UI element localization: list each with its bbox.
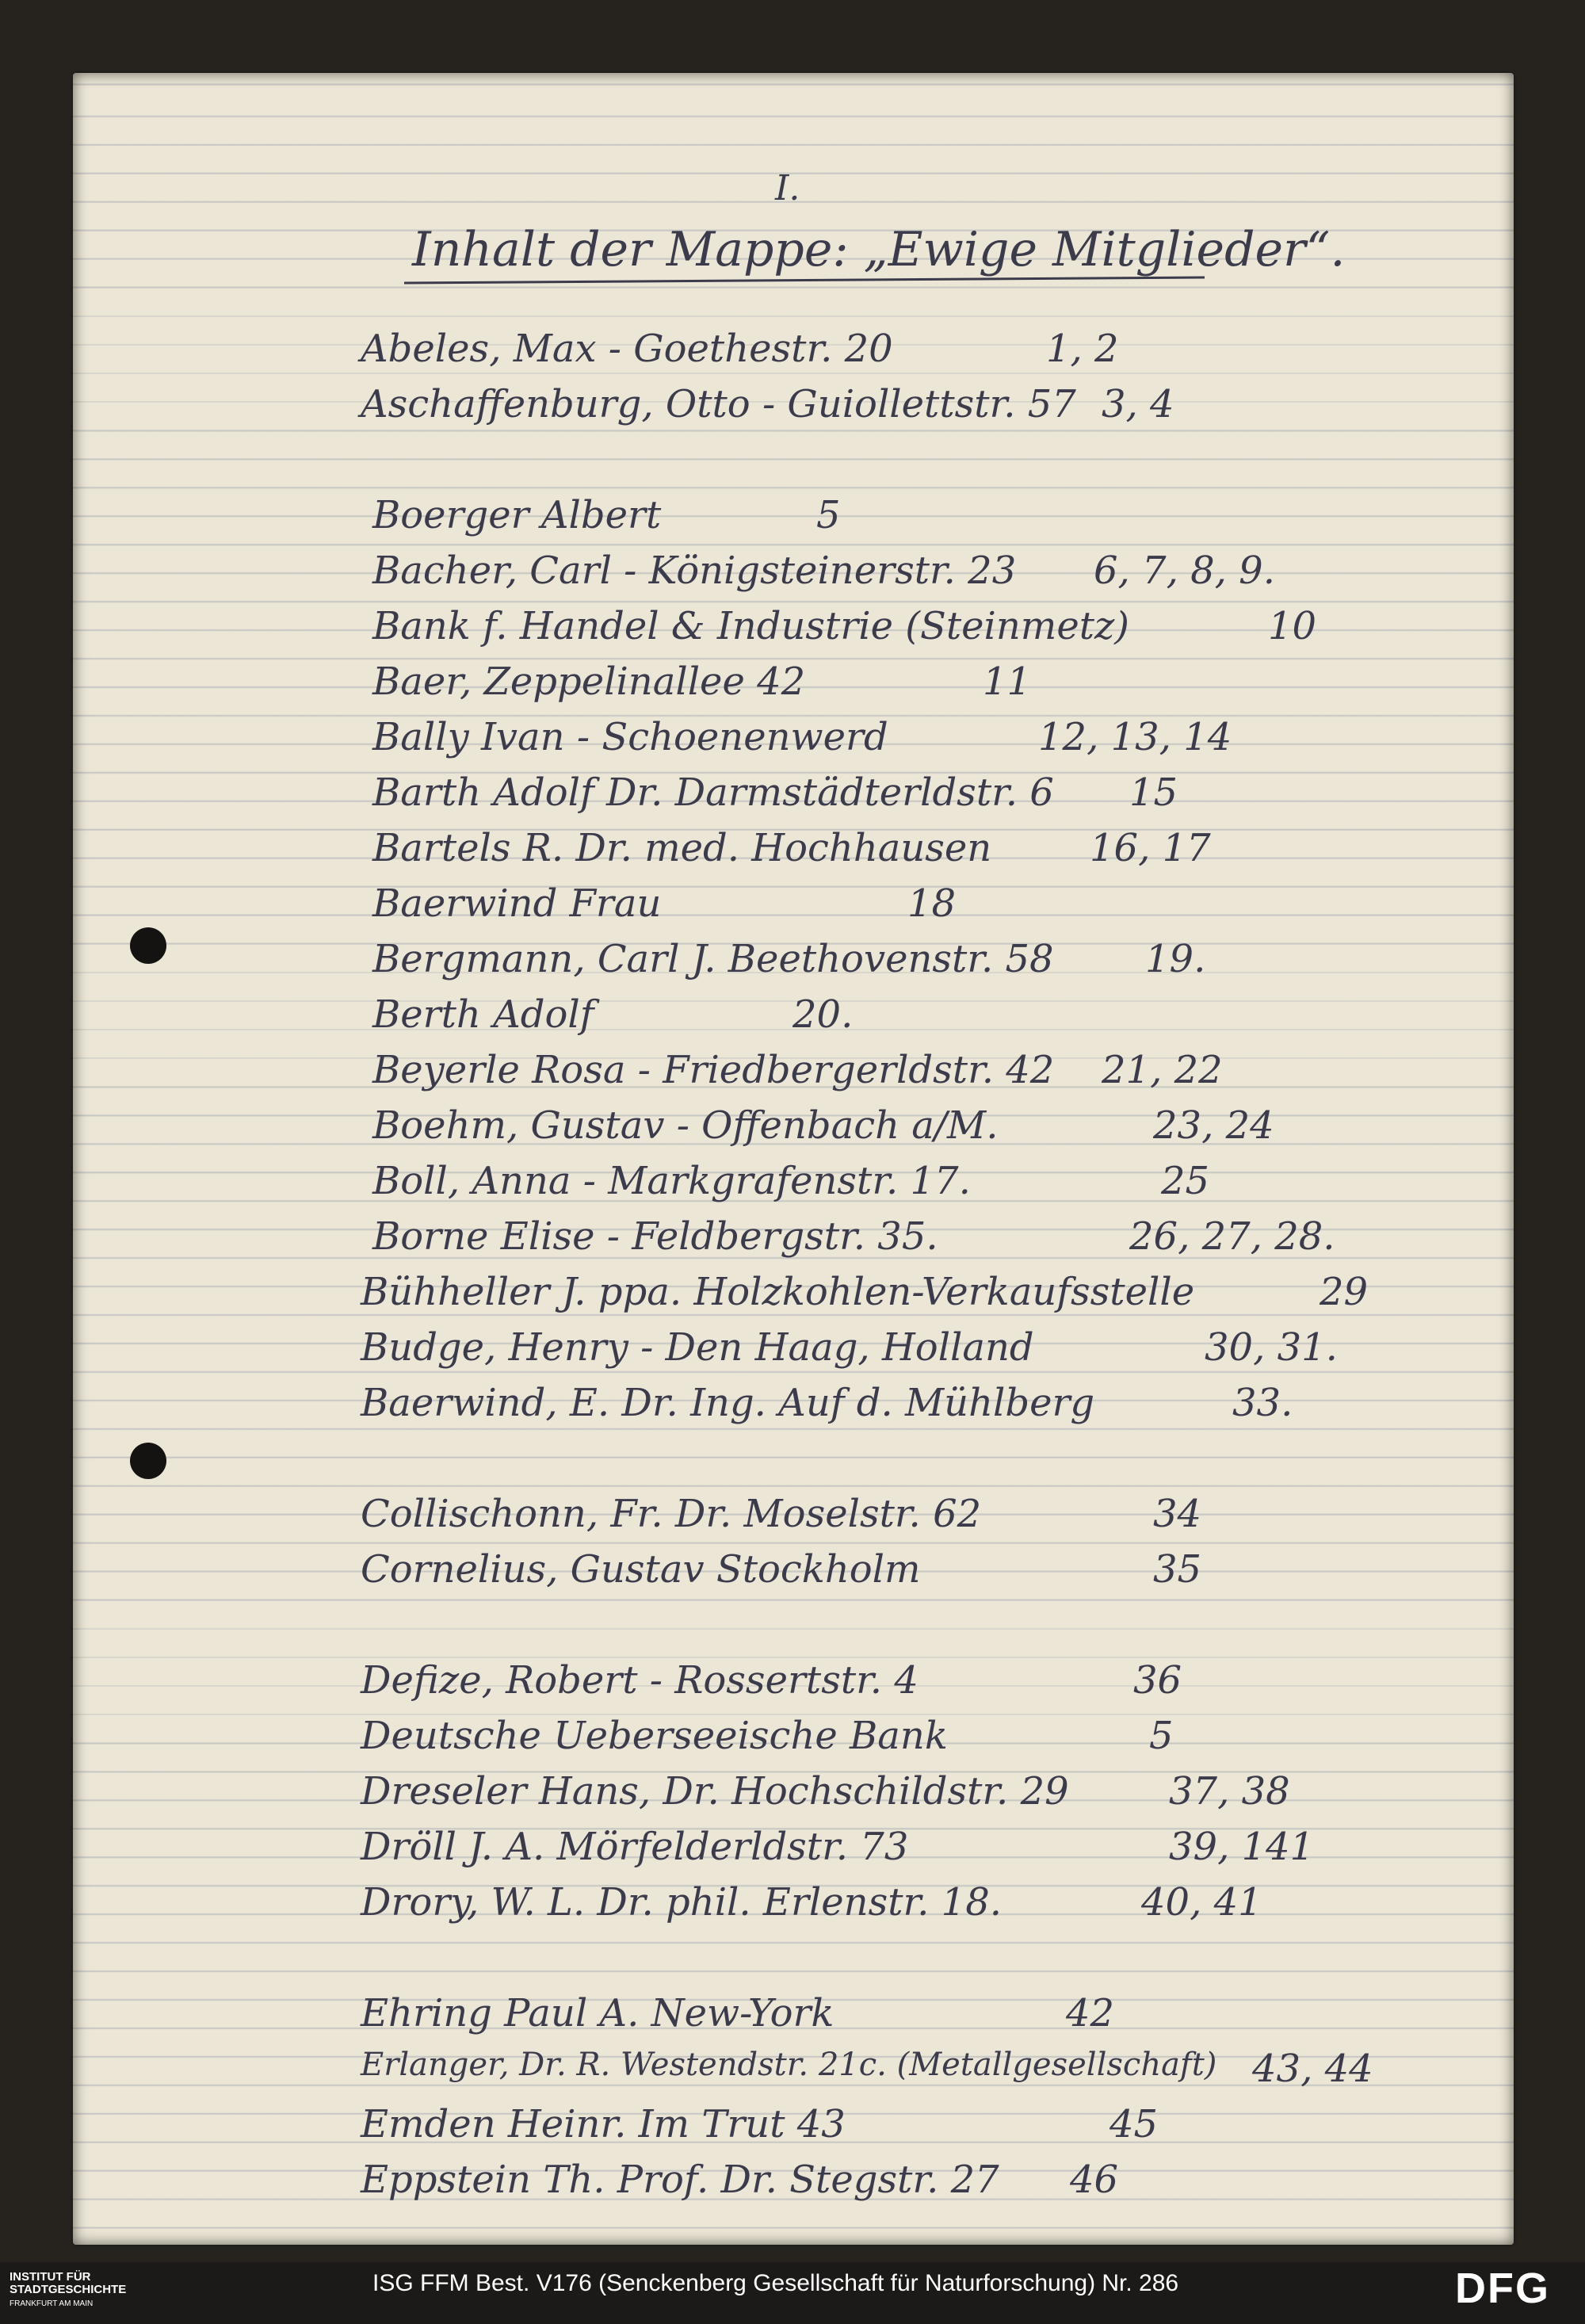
entry-name: Drory, W. L. Dr. phil. Erlenstr. 18. (361, 1880, 1003, 1925)
entry-pages: 29 (1320, 1270, 1369, 1314)
entry-name: Beyerle Rosa - Friedbergerldstr. 42 (372, 1048, 1055, 1092)
entry-pages: 35 (1153, 1547, 1202, 1592)
entry-name: Baer, Zeppelinallee 42 (372, 659, 806, 704)
entry-name: Bank f. Handel & Industrie (Steinmetz) (372, 604, 1130, 648)
entry-name: Boerger Albert (372, 493, 662, 537)
institution-line-3: FRANKFURT AM MAIN (10, 2299, 94, 2308)
entry-name: Collischonn, Fr. Dr. Moselstr. 62 (361, 1492, 982, 1536)
entry-pages: 40, 41 (1141, 1880, 1262, 1925)
entry-name: Abeles, Max - Goethestr. 20 (361, 327, 893, 371)
archive-caption: ISG FFM Best. V176 (Senckenberg Gesellschaft für Naturforschung) Nr. 286 (372, 2270, 1179, 2296)
entry-name: Boll, Anna - Markgrafenstr. 17. (372, 1159, 971, 1203)
entry-name: Cornelius, Gustav Stockholm (361, 1547, 921, 1592)
entry-name: Baerwind, E. Dr. Ing. Auf d. Mühlberg (361, 1381, 1095, 1425)
entry-pages: 45 (1110, 2102, 1159, 2146)
punch-hole-upper (130, 927, 166, 964)
page-title: Inhalt der Mappe: „Ewige Mitglieder“. (412, 222, 1346, 277)
entry-pages: 1, 2 (1046, 327, 1119, 371)
dfg-logo: DFG (1455, 2265, 1550, 2312)
entry-pages: 10 (1268, 604, 1317, 648)
entry-pages: 15 (1129, 770, 1178, 815)
entry-pages: 18 (907, 881, 957, 926)
entry-pages: 30, 31. (1205, 1325, 1338, 1370)
entry-name: Aschaffenburg, Otto - Guiollettstr. 57 (361, 382, 1076, 426)
entry-name: Emden Heinr. Im Trut 43 (361, 2102, 846, 2146)
entry-name: Budge, Henry - Den Haag, Holland (361, 1325, 1034, 1370)
entry-name: Dreseler Hans, Dr. Hochschildstr. 29 (361, 1769, 1069, 1814)
entry-pages: 36 (1133, 1658, 1182, 1703)
entry-name: Dröll J. A. Mörfelderldstr. 73 (361, 1825, 909, 1869)
entry-pages: 46 (1070, 2158, 1119, 2202)
entry-name: Bacher, Carl - Königsteinerstr. 23 (372, 549, 1017, 593)
entry-name: Barth Adolf Dr. Darmstädterldstr. 6 (372, 770, 1054, 815)
entry-pages: 19. (1145, 937, 1206, 981)
entry-pages: 11 (983, 659, 1032, 704)
entry-pages: 5 (1149, 1714, 1174, 1758)
entry-name: Bally Ivan - Schoenenwerd (372, 715, 888, 759)
punch-hole-lower (130, 1443, 166, 1479)
institution-logo (10, 2271, 126, 2311)
entry-name: Borne Elise - Feldbergstr. 35. (372, 1214, 938, 1259)
entry-name: Bartels R. Dr. med. Hochhausen (372, 826, 992, 870)
roman-numeral: I. (775, 168, 800, 208)
entry-pages: 39, 141 (1169, 1825, 1315, 1869)
entry-pages: 43, 44 (1252, 2047, 1373, 2091)
entry-pages: 6, 7, 8, 9. (1094, 549, 1275, 593)
entry-name: Erlanger, Dr. R. Westendstr. 21c. (Metallgesellschaft) (361, 2047, 1217, 2083)
entry-name: Deutsche Ueberseeische Bank (361, 1714, 948, 1758)
institution-line-2: STADTGESCHICHTE (10, 2283, 127, 2296)
entry-pages: 37, 38 (1169, 1769, 1290, 1814)
entry-pages: 12, 13, 14 (1038, 715, 1232, 759)
entry-pages: 21, 22 (1102, 1048, 1223, 1092)
entry-name: Bergmann, Carl J. Beethovenstr. 58 (372, 937, 1054, 981)
institution-line-1: INSTITUT FÜR (10, 2270, 91, 2284)
entry-name: Bühheller J. ppa. Holzkohlen-Verkaufsstelle (361, 1270, 1195, 1314)
entry-pages: 42 (1066, 1991, 1115, 2035)
entry-pages: 3, 4 (1102, 382, 1174, 426)
entry-name: Boehm, Gustav - Offenbach a/M. (372, 1103, 999, 1148)
entry-pages: 20. (792, 992, 854, 1037)
entry-pages: 26, 27, 28. (1129, 1214, 1335, 1259)
entry-name: Berth Adolf (372, 992, 594, 1037)
entry-pages: 23, 24 (1153, 1103, 1274, 1148)
entry-name: Eppstein Th. Prof. Dr. Stegstr. 27 (361, 2158, 999, 2202)
entry-pages: 5 (816, 493, 841, 537)
entry-pages: 34 (1153, 1492, 1202, 1536)
entry-name: Baerwind Frau (372, 881, 662, 926)
entry-pages: 25 (1161, 1159, 1210, 1203)
entry-name: Defize, Robert - Rossertstr. 4 (361, 1658, 919, 1703)
entry-name: Ehring Paul A. New-York (361, 1991, 835, 2035)
entry-pages: 33. (1232, 1381, 1293, 1425)
entry-pages: 16, 17 (1090, 826, 1211, 870)
